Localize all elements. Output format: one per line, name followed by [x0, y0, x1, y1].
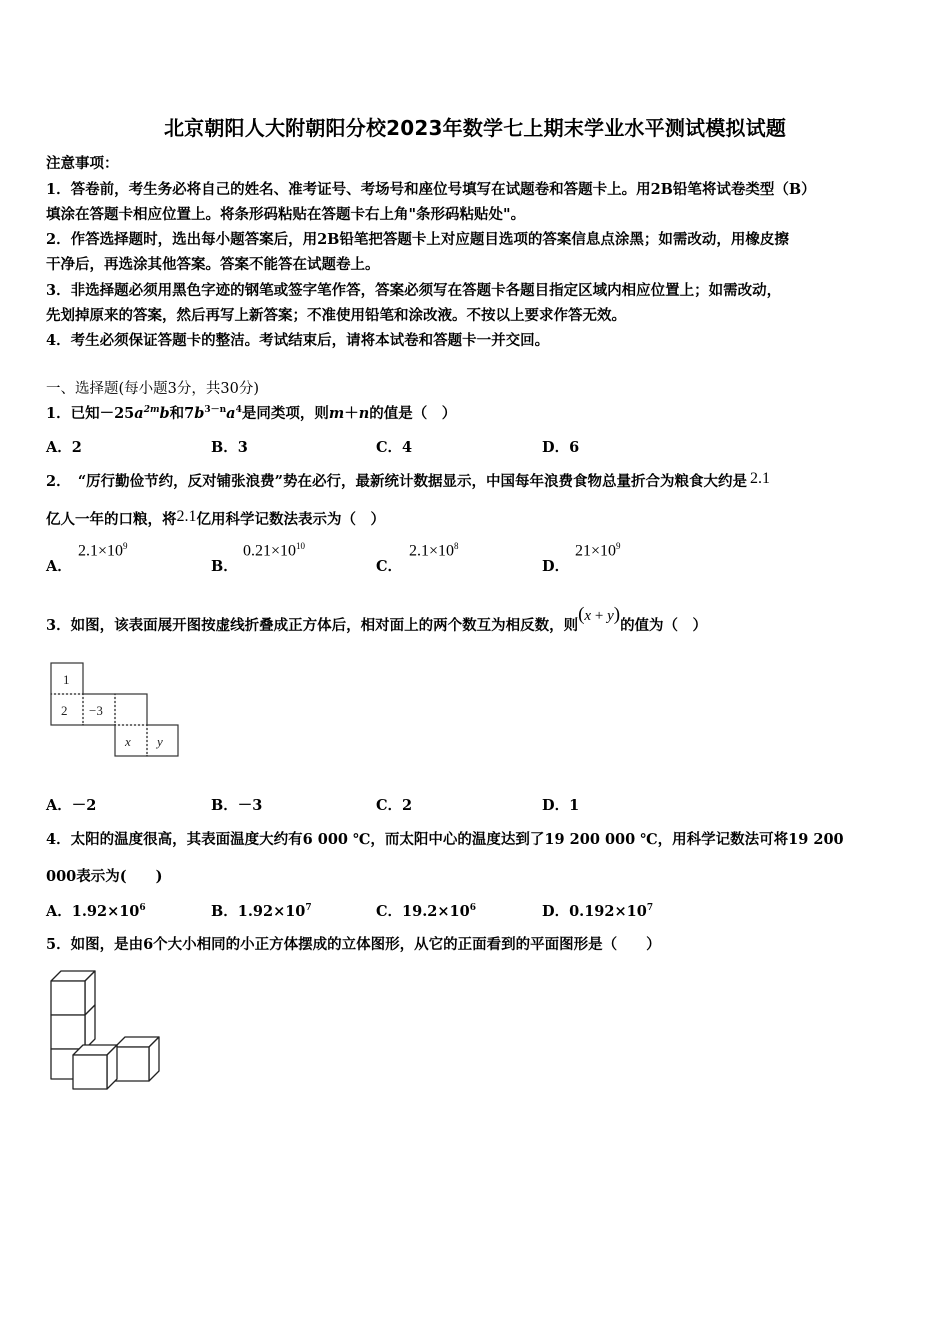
notice-line: 填涂在答题卡相应位置上。将条形码粘贴在答题卡右上角"条形码粘贴处"。	[46, 206, 526, 223]
q2-option-d[interactable]: D．	[542, 558, 570, 575]
notice-line: 先划掉原来的答案，然后再写上新答案；不准使用铅笔和涂改液。不按以上要求作答无效。	[46, 307, 626, 324]
notice-line: 2．作答选择题时，选出每小题答案后，用2B铅笔把答题卡上对应题目选项的答案信息点涂黑；如需改动，用橡皮擦	[46, 231, 789, 248]
net-label-y: y	[157, 734, 163, 749]
question-4-line-1: 4．太阳的温度很高，其表面温度大约有6 000 ℃，而太阳中心的温度达到了19 200 000 ℃，用科学记数法可将19 200	[46, 831, 844, 848]
question-1: 1．已知$-25a^{2m}b$和$7b^{3-n}a^4$是同类项，则m＋n的值是（ ）	[46, 405, 457, 422]
q4-option-b[interactable]: B．$1.92\times 10^7$	[211, 903, 312, 920]
page-title: 北京朝阳人大附朝阳分校2023年数学七上期末学业水平测试模拟试题	[163, 116, 787, 140]
q3-option-d[interactable]: D．1	[542, 797, 580, 814]
question-2-line-1: 2． “厉行勤俭节约，反对铺张浪费”势在必行，最新统计数据显示，中国每年浪费食物总量折合为粮食大约是 2.1	[46, 470, 771, 490]
net-label-2: 2	[61, 703, 68, 718]
question-5: 5．如图，是由6个大小相同的小正方体摆成的立体图形，从它的正面看到的平面图形是（ ）	[46, 936, 661, 953]
net-label-x: x	[125, 734, 131, 749]
q2-option-c-value: $2.1\times 10^8$	[409, 541, 459, 560]
question-3: 3．如图，该表面展开图按虚线折叠成正方体后，相对面上的两个数互为相反数，则(x + y)的值为（ ）	[46, 604, 708, 634]
q1-option-d[interactable]: D．6	[542, 439, 580, 456]
notice-line: 3．非选择题必须用黑色字迹的钢笔或签字笔作答，答案必须写在答题卡各题目指定区域内相应位置上；如需改动，	[46, 282, 782, 299]
q2-option-a-value: $2.1\times 10^9$	[78, 541, 128, 560]
q1-option-a[interactable]: A．2	[46, 439, 82, 456]
q3-option-b[interactable]: B．－3	[211, 797, 263, 814]
q4-option-d[interactable]: D．$0.192\times 10^7$	[542, 903, 654, 920]
notice-heading: 注意事项：	[46, 155, 119, 172]
net-label-minus3: −3	[89, 703, 103, 718]
cube-front-face	[51, 1015, 85, 1049]
cube-front-face	[51, 981, 85, 1015]
q2-option-d-value: $21\times 10^9$	[575, 541, 621, 560]
cube-net-figure	[48, 660, 182, 760]
question-2-line-2: 亿人一年的口粮，将2.1亿用科学记数法表示为（ ）	[46, 508, 385, 528]
net-label-1: 1	[63, 672, 70, 687]
q3-option-a[interactable]: A．－2	[46, 797, 97, 814]
q2-option-a[interactable]: A．	[46, 558, 72, 575]
q3-option-c[interactable]: C．2	[376, 797, 413, 814]
q2-option-c[interactable]: C．	[376, 558, 403, 575]
net-cell-x	[115, 725, 147, 756]
notice-line: 4．考生必须保证答题卡的整洁。考试结束后，请将本试卷和答题卡一并交回。	[46, 332, 550, 349]
q4-option-a[interactable]: A．$1.92\times 10^6$	[46, 903, 146, 920]
cube-front-face	[115, 1047, 149, 1081]
q2-option-b[interactable]: B．	[211, 558, 238, 575]
q4-option-c[interactable]: C．$19.2\times 10^6$	[376, 903, 476, 920]
cube-stack-figure	[46, 966, 164, 1092]
cube-front-face	[73, 1055, 107, 1089]
section-heading: 一、选择题(每小题3分，共30分)	[46, 381, 259, 397]
net-cell-blank	[115, 694, 147, 725]
q1-option-c[interactable]: C．4	[376, 439, 413, 456]
question-4-line-2: 000表示为( )	[46, 868, 163, 885]
notice-line: 1．答卷前，考生务必将自己的姓名、准考证号、考场号和座位号填写在试题卷和答题卡上。用2B铅笔将试卷类型（B）	[46, 181, 816, 198]
q2-option-b-value: $0.21\times 10^{10}$	[243, 541, 306, 560]
q1-option-b[interactable]: B．3	[211, 439, 248, 456]
notice-line: 干净后，再选涂其他答案。答案不能答在试题卷上。	[46, 256, 380, 273]
q3-expression: (x + y)	[578, 604, 621, 625]
